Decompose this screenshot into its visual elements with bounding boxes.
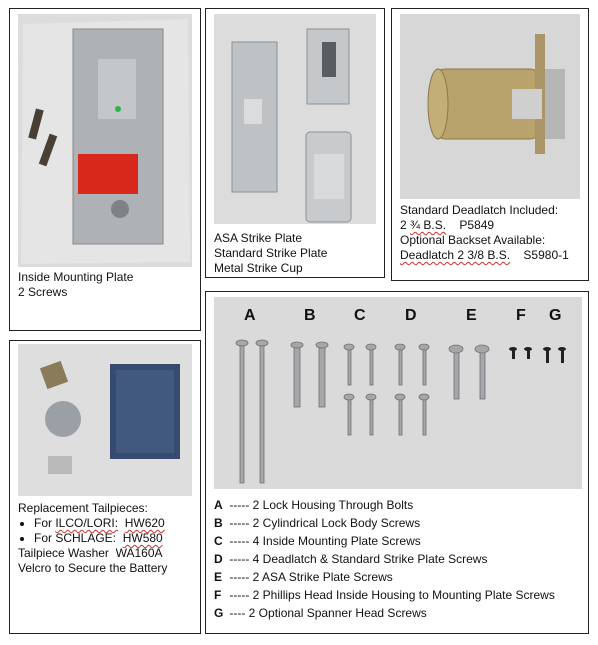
legend-dash: ----- bbox=[229, 570, 250, 584]
legend-row bbox=[214, 532, 555, 550]
caption-line: ASA Strike Plate bbox=[214, 231, 303, 245]
tailpiece-part: HW580 bbox=[122, 531, 163, 545]
legend-dash: ----- bbox=[229, 516, 250, 530]
legend-dash: ----- bbox=[229, 588, 250, 602]
mounting-plate-caption bbox=[18, 270, 133, 300]
panel-deadlatch bbox=[391, 8, 589, 281]
deadlatch-size-prefix: 2 bbox=[400, 218, 411, 232]
tailpieces-list bbox=[18, 516, 167, 546]
washer-label: Tailpiece Washer bbox=[18, 546, 109, 560]
screw-letter-c: C bbox=[354, 307, 366, 324]
tailpieces-photo bbox=[18, 344, 192, 496]
deadlatch-line-4 bbox=[400, 248, 569, 263]
mounting-plate-photo bbox=[18, 14, 192, 267]
tailpiece-washer bbox=[18, 546, 167, 561]
screws-photo bbox=[214, 297, 582, 489]
panel-strike-plates bbox=[205, 8, 385, 278]
panel-mounting-plate bbox=[9, 8, 201, 331]
legend-letter: A bbox=[214, 498, 223, 512]
legend-dash: ---- bbox=[229, 606, 246, 620]
tailpiece-part: HW620 bbox=[124, 516, 165, 530]
list-item bbox=[34, 516, 167, 531]
strike-plates-caption bbox=[214, 231, 327, 276]
mounting-plate-image bbox=[18, 14, 192, 267]
legend-letter: E bbox=[214, 570, 223, 584]
strike-plates-image bbox=[214, 14, 376, 224]
legend-text: 2 Lock Housing Through Bolts bbox=[252, 498, 414, 512]
tailpieces-title: Replacement Tailpieces: bbox=[18, 501, 148, 515]
legend-letter: G bbox=[214, 606, 224, 620]
caption-line: Inside Mounting Plate bbox=[18, 270, 134, 284]
deadlatch-line-1: Standard Deadlatch Included: bbox=[400, 203, 559, 217]
deadlatch-line-2 bbox=[400, 218, 569, 233]
legend-text: 4 Deadlatch & Standard Strike Plate Screws bbox=[252, 552, 488, 566]
legend-letter: B bbox=[214, 516, 223, 530]
velcro-note: Velcro to Secure the Battery bbox=[18, 561, 168, 575]
deadlatch-caption bbox=[400, 203, 569, 263]
deadlatch-image bbox=[400, 14, 580, 199]
legend-row bbox=[214, 568, 555, 586]
panel-screws bbox=[205, 291, 589, 634]
screw-letter-a: A bbox=[244, 307, 256, 324]
screw-letter-b: B bbox=[304, 307, 316, 324]
screw-letter-e: E bbox=[466, 307, 477, 324]
legend-row bbox=[214, 586, 555, 604]
optional-deadlatch-name: Deadlatch 2 3/8 B.S. bbox=[400, 248, 511, 262]
tailpieces-caption bbox=[18, 501, 167, 576]
list-item bbox=[34, 531, 167, 546]
legend-dash: ----- bbox=[229, 534, 250, 548]
screws-image bbox=[214, 297, 582, 489]
screw-legend bbox=[214, 496, 555, 622]
legend-row bbox=[214, 514, 555, 532]
deadlatch-line-3: Optional Backset Available: bbox=[400, 233, 546, 247]
tailpiece-prefix: For SCHLAGE: bbox=[34, 531, 117, 545]
deadlatch-part-number: P5849 bbox=[459, 218, 495, 232]
legend-row bbox=[214, 604, 555, 622]
caption-line: Standard Strike Plate bbox=[214, 246, 328, 260]
legend-row bbox=[214, 550, 555, 568]
legend-dash: ----- bbox=[229, 498, 250, 512]
legend-dash: ----- bbox=[229, 552, 250, 566]
panel-tailpieces bbox=[9, 340, 201, 634]
tailpieces-image bbox=[18, 344, 192, 496]
tailpiece-prefix: For bbox=[34, 516, 56, 530]
legend-letter: D bbox=[214, 552, 223, 566]
legend-text: 2 Phillips Head Inside Housing to Mounting Plate Screws bbox=[252, 588, 555, 602]
legend-text: 2 Optional Spanner Head Screws bbox=[248, 606, 427, 620]
legend-letter: F bbox=[214, 588, 222, 602]
optional-deadlatch-part: S5980-1 bbox=[523, 248, 569, 262]
screw-letter-g: G bbox=[549, 307, 562, 324]
washer-part: WA160A bbox=[115, 546, 163, 560]
legend-text: 2 ASA Strike Plate Screws bbox=[252, 570, 393, 584]
caption-line: Metal Strike Cup bbox=[214, 261, 303, 275]
deadlatch-backset: ¾ B.S. bbox=[410, 218, 447, 232]
tailpiece-brand: ILCO/LORI: bbox=[55, 516, 119, 530]
caption-line: 2 Screws bbox=[18, 285, 68, 299]
legend-row bbox=[214, 496, 555, 514]
deadlatch-photo bbox=[400, 14, 580, 199]
screw-letter-d: D bbox=[405, 307, 417, 324]
legend-letter: C bbox=[214, 534, 223, 548]
screw-letter-f: F bbox=[516, 307, 526, 324]
legend-text: 4 Inside Mounting Plate Screws bbox=[252, 534, 421, 548]
strike-plates-photo bbox=[214, 14, 376, 224]
legend-text: 2 Cylindrical Lock Body Screws bbox=[252, 516, 421, 530]
